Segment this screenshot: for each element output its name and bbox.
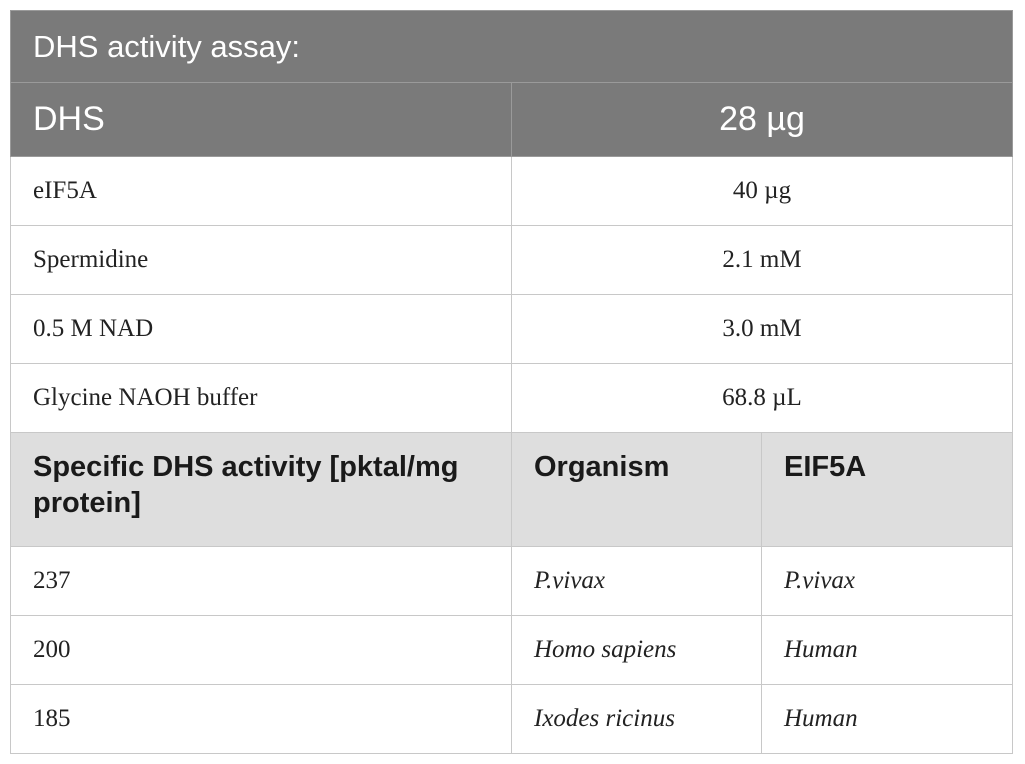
activity-cell: 200 (11, 616, 512, 685)
table-title: DHS activity assay: (11, 11, 1013, 83)
reagent-value: 40 µg (512, 157, 1013, 226)
eif5a-cell: Human (762, 616, 1013, 685)
table-row (11, 295, 1013, 364)
reagent-label: 0.5 M NAD (11, 295, 512, 364)
reagent-value: 3.0 mM (512, 295, 1013, 364)
table-row (11, 547, 1013, 616)
activity-cell: 237 (11, 547, 512, 616)
reagent-value: 68.8 µL (512, 364, 1013, 433)
eif5a-cell: P.vivax (762, 547, 1013, 616)
organism-cell: Homo sapiens (512, 616, 762, 685)
dhs-header-label: DHS (11, 83, 512, 157)
organism-cell: P.vivax (512, 547, 762, 616)
dhs-assay-table (10, 10, 1013, 754)
activity-cell: 185 (11, 685, 512, 754)
table-row (11, 616, 1013, 685)
reagent-label: Glycine NAOH buffer (11, 364, 512, 433)
table-row (11, 226, 1013, 295)
dhs-header-value: 28 µg (512, 83, 1013, 157)
organism-cell: Ixodes ricinus (512, 685, 762, 754)
table-row (11, 157, 1013, 226)
activity-header-row (11, 433, 1013, 547)
column-header-eif5a: EIF5A (762, 433, 1013, 547)
table-row (11, 685, 1013, 754)
column-header-activity: Specific DHS activity [pktal/mg protein] (11, 433, 512, 547)
table-row (11, 364, 1013, 433)
table-title-row (11, 11, 1013, 83)
reagent-label: eIF5A (11, 157, 512, 226)
reagent-value: 2.1 mM (512, 226, 1013, 295)
column-header-organism: Organism (512, 433, 762, 547)
eif5a-cell: Human (762, 685, 1013, 754)
reagent-label: Spermidine (11, 226, 512, 295)
dhs-header-row (11, 83, 1013, 157)
